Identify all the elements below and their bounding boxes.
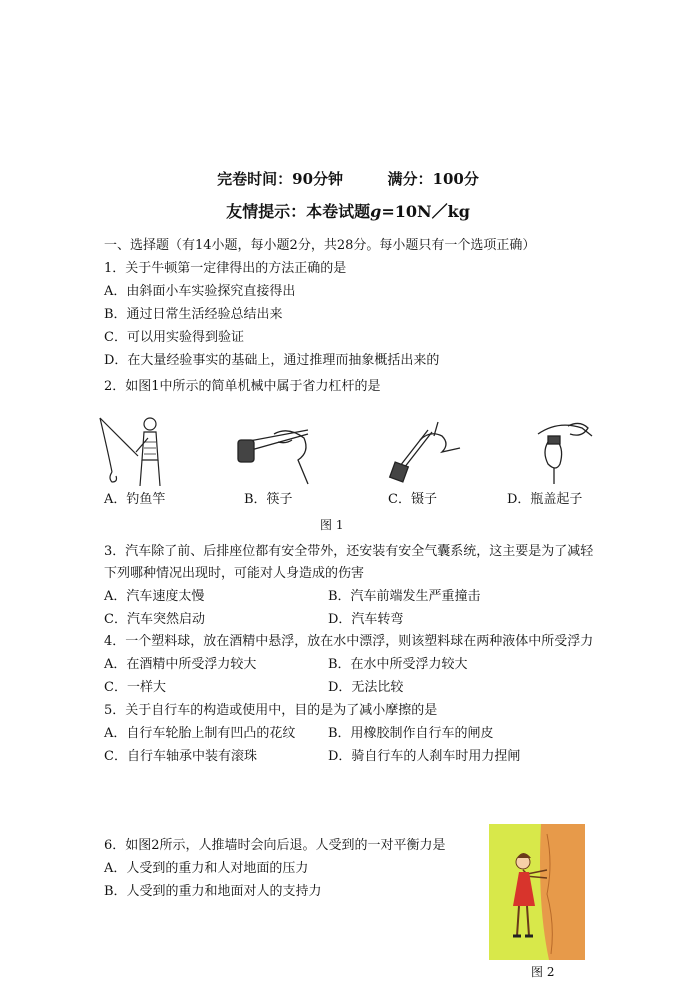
- q5-option-d: D．骑自行车的人刹车时用力捏闸: [328, 749, 521, 764]
- exam-info-line: [0, 168, 696, 189]
- q2-stem: 2．如图1中所示的简单机械中属于省力杠杆的是: [104, 379, 381, 394]
- figure-2-image: [489, 824, 585, 960]
- q1-option-a: A．由斜面小车实验探究直接得出: [104, 284, 296, 299]
- tweezers-image: [390, 422, 460, 482]
- q5-stem: 5．关于自行车的构造或使用中，目的是为了减小摩擦的是: [104, 703, 438, 718]
- q4-stem: 4．一个塑料球，放在酒精中悬浮，放在水中漂浮，则该塑料球在两种液体中所受浮力: [104, 634, 594, 649]
- figure-1-caption: 图 1: [320, 518, 344, 532]
- q1-stem: 1．关于牛顿第一定律得出的方法正确的是: [104, 261, 347, 276]
- q3-option-c: C．汽车突然启动: [104, 612, 205, 627]
- q4-option-a: A．在酒精中所受浮力较大: [104, 657, 257, 672]
- q4-option-c: C．一样大: [104, 680, 166, 695]
- q4-option-b: B．在水中所受浮力较大: [328, 657, 468, 672]
- q2-option-c: C．镊子: [388, 492, 437, 507]
- q5-option-c: C．自行车轴承中装有滚珠: [104, 749, 257, 764]
- exam-time: 完卷时间：90分钟: [217, 170, 344, 188]
- q6-option-a: A．人受到的重力和人对地面的压力: [104, 861, 309, 876]
- q2-option-b: B．筷子: [244, 492, 293, 507]
- q3-stem-line2: 下列哪种情况出现时，可能对人身造成的伤害: [104, 566, 365, 581]
- q4-option-d: D．无法比较: [328, 680, 404, 695]
- q3-option-d: D．汽车转弯: [328, 612, 404, 627]
- tip-g: g: [370, 202, 382, 221]
- q1-option-d: D．在大量经验事实的基础上，通过推理而抽象概括出来的: [104, 353, 440, 368]
- q3-stem-line1: 3．汽车除了前、后排座位都有安全带外，还安装有安全气囊系统，这主要是为了减轻: [104, 544, 594, 559]
- tip-value: =10N／kg: [381, 202, 470, 221]
- q6-stem: 6．如图2所示，人推墙时会向后退。人受到的一对平衡力是: [104, 838, 446, 853]
- q2-option-a: A．钓鱼竿: [104, 492, 166, 507]
- bottle-opener-image: [538, 423, 592, 484]
- q5-option-b: B．用橡胶制作自行车的闸皮: [328, 726, 494, 741]
- q2-option-d: D．瓶盖起子: [507, 492, 583, 507]
- wall: [540, 824, 585, 960]
- tip-prefix: 友情提示：本卷试题: [226, 202, 371, 221]
- section-title: 一、选择题（有14小题，每小题2分，共28分。每小题只有一个选项正确）: [104, 238, 536, 253]
- q6-option-b: B．人受到的重力和地面对人的支持力: [104, 884, 322, 899]
- figure-1-drawings: [98, 412, 618, 494]
- exam-full-score: 满分：100分: [387, 170, 479, 188]
- q3-option-a: A．汽车速度太慢: [104, 589, 205, 604]
- q1-option-b: B．通过日常生活经验总结出来: [104, 307, 283, 322]
- q1-option-c: C．可以用实验得到验证: [104, 330, 244, 345]
- figure-2-caption: 图 2: [531, 965, 555, 979]
- q5-option-a: A．自行车轮胎上制有凹凸的花纹: [104, 726, 296, 741]
- chopsticks-image: [238, 430, 308, 484]
- fishing-rod-image: [100, 418, 160, 486]
- friendly-tip: [0, 199, 696, 222]
- q3-option-b: B．汽车前端发生严重撞击: [328, 589, 481, 604]
